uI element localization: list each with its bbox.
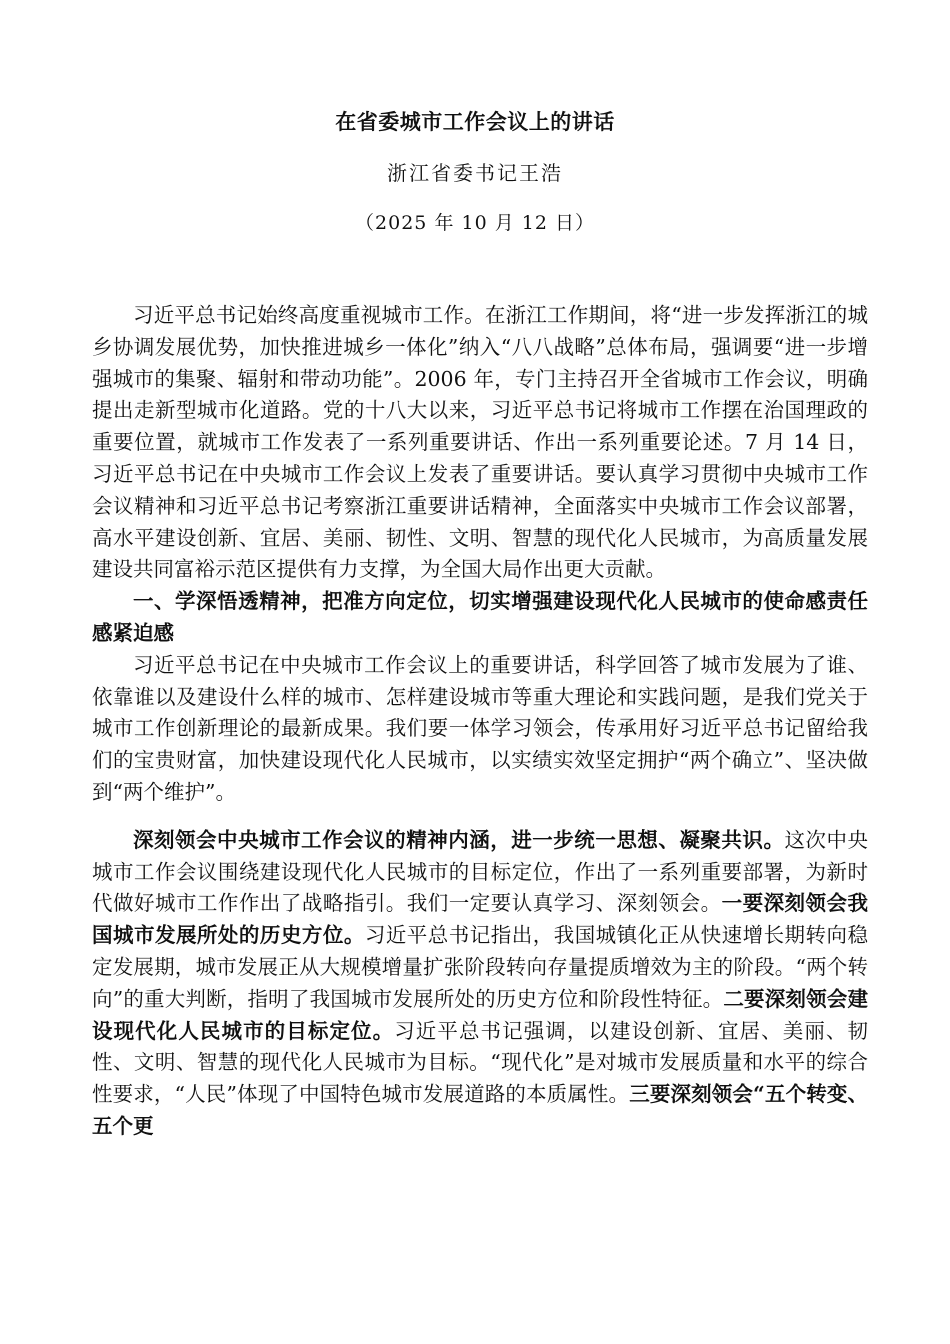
paragraph-text: 这次中央城市工作会议围绕建设现代化人民城市的目标定位，作出了一系列重要部署，为新时代做好城市工作作出了战略指引。我们一定要认真学习、深刻领会。 [92, 827, 869, 916]
bold-point-2: 二要深刻领会建设现代化人民城市的目标定位。 [92, 986, 868, 1043]
document-title: 在省委城市工作会议上的讲话 [335, 109, 615, 134]
document-author: 浙江省委书记王浩 [387, 161, 563, 185]
paragraph-text: 习近平总书记强调，以建设创新、宜居、美丽、韧性、文明、智慧的现代化人民城市为目标。“现代化”是对城市发展质量和水平的综合性要求，“人民”体现了中国特色城市发展道路的本质属性。 [92, 1018, 869, 1107]
section-1-paragraph-2 [92, 825, 868, 1143]
document-date: （2025 年 10 月 12 日） [355, 212, 595, 234]
paragraph-text: 习近平总书记指出，我国城镇化正从快速增长期转向稳定发展期，城市发展正从大规模增量扩张阶段转向存量提质增效为主的阶段。“两个转向”的重大判断，指明了我国城市发展所处的历史方位和阶段性特征。 [92, 923, 869, 1011]
section-heading-1: 一、学深悟透精神，把准方向定位，切实增强建设现代化人民城市的使命感责任感紧迫感 [92, 589, 868, 645]
bold-point-3: 三要深刻领会“五个转变、五个更 [92, 1082, 868, 1138]
bold-point-1: 一要深刻领会我国城市发展所处的历史方位。 [92, 891, 869, 948]
document-body [92, 300, 868, 1143]
bold-lead-sentence: 深刻领会中央城市工作会议的精神内涵，进一步统一思想、凝聚共识。 [133, 827, 785, 852]
intro-paragraph: 习近平总书记始终高度重视城市工作。在浙江工作期间，将“进一步发挥浙江的城乡协调发展优势，加快推进城乡一体化”纳入“八八战略”总体布局，强调要“进一步增强城市的集聚、辐射和带动功能”。2006 年，专门主持召开全省城市工作会议，明确提出走新型城市化道路。党的十八大以来，习近平总书记将城市工作摆在治国理政的重要位置，就城市工作发表了一系列重要讲话、作出一系列重要论述。7 月 14 日，习近平总书记在中央城市工作会议上发表了重要讲话。要认真学习贯彻中央城市工作会议精神和习近平总书记考察浙江重要讲话精神，全面落实中央城市工作会议部署，高水平建设创新、宜居、美丽、韧性、文明、智慧的现代化人民城市，为高质量发展建设共同富裕示范区提供有力支撑，为全国大局作出更大贡献。 [92, 303, 868, 582]
section-1-paragraph-1: 习近平总书记在中央城市工作会议上的重要讲话，科学回答了城市发展为了谁、依靠谁以及建设什么样的城市、怎样建设城市等重大理论和实践问题，是我们党关于城市工作创新理论的最新成果。我们要一体学习领会，传承用好习近平总书记留给我们的宝贵财富，加快建设现代化人民城市，以实绩实效坚定拥护“两个确立”、坚决做到“两个维护”。 [92, 652, 868, 804]
